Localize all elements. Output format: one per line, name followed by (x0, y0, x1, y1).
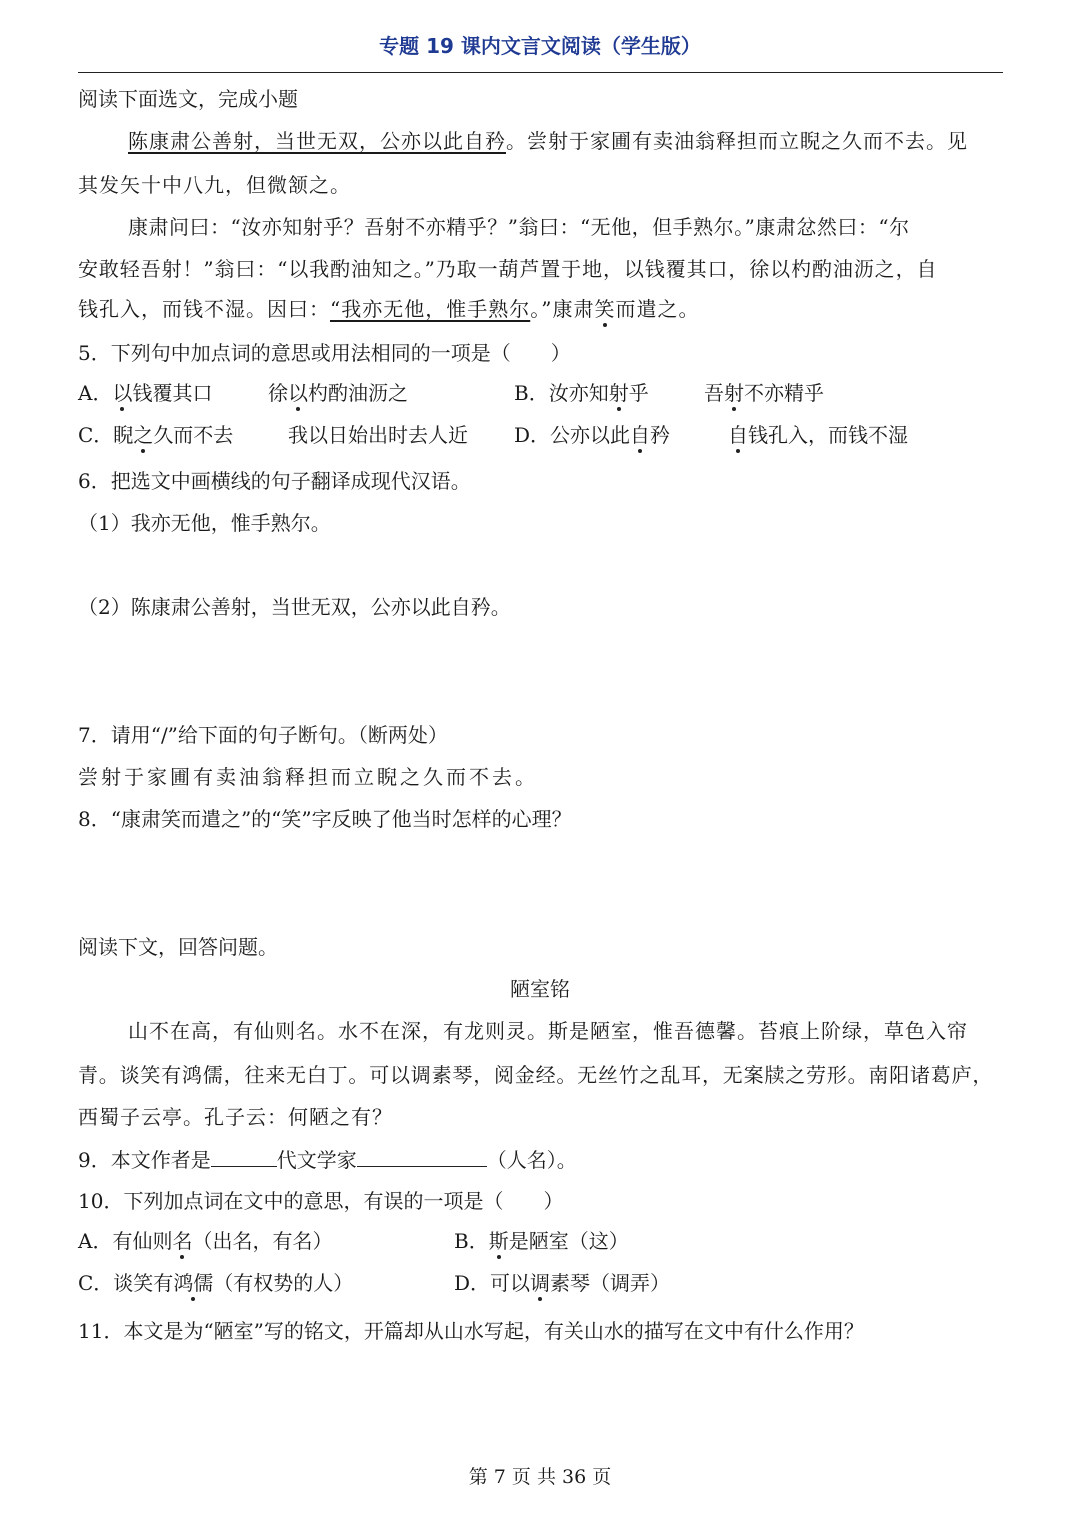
q10-option-a: A．有仙则名（出名，有名） (78, 1229, 333, 1253)
poem-title: 陋室铭 (510, 977, 570, 1001)
passage-line-2: 其发矢十中八九，但微颔之。 (78, 173, 351, 197)
passage-line-5 (78, 296, 699, 322)
passage-text: 而遣之。 (615, 297, 700, 321)
q10-option-c: C．谈笑有鸿儒（有权势的人） (78, 1271, 354, 1295)
q5-options-cd (78, 422, 1003, 448)
answer-blank[interactable] (357, 1146, 487, 1167)
header-rule (78, 72, 1003, 73)
q11-stem: 11．本文是为“陋室”写的铭文，开篇却从山水写起，有关山水的描写在文中有什么作用？ (78, 1319, 864, 1343)
underlined-sentence-1: “我亦无他，惟手熟尔 (330, 297, 531, 321)
q10-option-b: B．斯是陋室（这） (454, 1229, 629, 1253)
q5-stem: 5．下列句中加点词的意思或用法相同的一项是（ ） (78, 341, 571, 365)
q5-option-d-2: 自钱孔入，而钱不湿 (728, 423, 908, 447)
passage-line-1 (128, 128, 968, 154)
section1-intro: 阅读下面选文，完成小题 (78, 87, 298, 111)
q10-options-ab (78, 1228, 1003, 1254)
q5-option-a-2: 徐以杓酌油沥之 (268, 381, 408, 405)
q5-option-b-2: 吾射不亦精乎 (704, 381, 824, 405)
poem-line-3: 西蜀子云亭。孔子云：何陋之有？ (78, 1105, 393, 1129)
passage-text: 。”康肃 (530, 297, 595, 321)
q5-option-a: A．以钱覆其口 (78, 381, 213, 405)
q9-stem: 9．本文作者是 代文学家 （人名）。 (78, 1148, 577, 1172)
q5-option-c: C．睨之久而不去 (78, 423, 234, 447)
document-header: 专题 19 课内文言文阅读（学生版） (379, 34, 701, 58)
q7-stem: 7．请用“/”给下面的句子断句。（断两处） (78, 723, 448, 747)
q5-options-ab (78, 380, 1003, 406)
dotted-word: 笑 (594, 297, 616, 321)
q6-stem: 6．把选文中画横线的句子翻译成现代汉语。 (78, 469, 471, 493)
q5-option-c-2: 我以日始出时去人近 (288, 423, 468, 447)
q6-sub-1: （1）我亦无他，惟手熟尔。 (78, 511, 331, 535)
page-number: 第 7 页 共 36 页 (468, 1466, 612, 1488)
q8-stem: 8．“康肃笑而遣之”的“笑”字反映了他当时怎样的心理？ (78, 807, 572, 831)
section2-intro: 阅读下文，回答问题。 (78, 935, 278, 959)
poem-line-1: 山不在高，有仙则名。水不在深，有龙则灵。斯是陋室，惟吾德馨。苔痕上阶绿，草色入帘 (128, 1019, 968, 1043)
passage-text: 。尝射于家圃有卖油翁释担而立睨之久而不去。见 (506, 129, 968, 153)
q5-option-b: B．汝亦知射乎 (514, 381, 649, 405)
passage-text: 钱孔入，而钱不湿。因曰： (78, 297, 330, 321)
q10-option-d: D．可以调素琴（调弄） (454, 1271, 671, 1295)
underlined-sentence-2: 陈康肃公善射，当世无双，公亦以此自矜 (128, 129, 506, 153)
q5-option-d: D．公亦以此自矜 (514, 423, 671, 447)
answer-blank[interactable] (211, 1146, 277, 1167)
q7-sentence: 尝射于家圃有卖油翁释担而立睨之久而不去。 (78, 765, 538, 789)
q10-options-cd (78, 1270, 1003, 1296)
q6-sub-2: （2）陈康肃公善射，当世无双，公亦以此自矜。 (78, 595, 511, 619)
passage-line-4: 安敢轻吾射！”翁曰：“以我酌油知之。”乃取一葫芦置于地，以钱覆其口，徐以杓酌油沥之，自 (78, 257, 938, 281)
poem-line-2: 青。谈笑有鸿儒，往来无白丁。可以调素琴，阅金经。无丝竹之乱耳，无案牍之劳形。南阳诸葛庐， (78, 1063, 994, 1087)
passage-line-3: 康肃问曰：“汝亦知射乎？吾射不亦精乎？”翁曰：“无他，但手熟尔。”康肃忿然曰：“尔 (128, 215, 910, 239)
q10-stem: 10．下列加点词在文中的意思，有误的一项是（ ） (78, 1189, 564, 1213)
